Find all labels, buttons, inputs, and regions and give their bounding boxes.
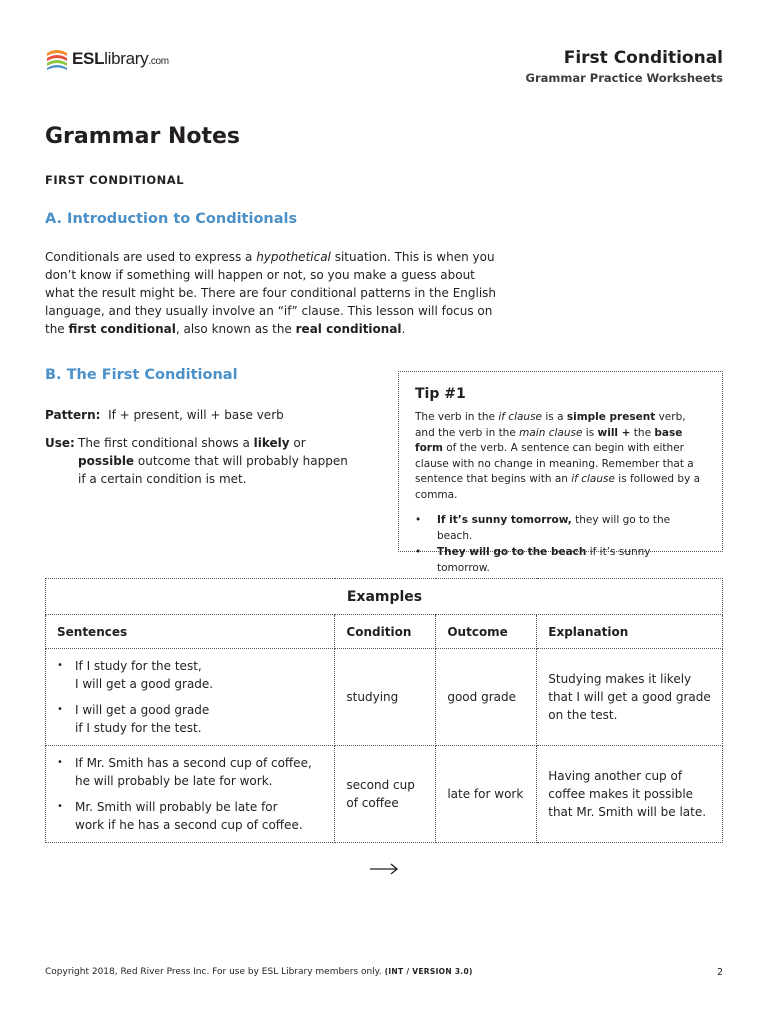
column-header-outcome: Outcome — [436, 615, 537, 649]
list-item: • I will get a good grade if I study for the test. — [57, 701, 324, 737]
document-header — [526, 47, 723, 86]
condition-cell: second cup of coffee — [335, 746, 436, 843]
sentences-cell — [46, 746, 335, 843]
list-item: • They will go to the beach if it’s sunny tomorrow. — [415, 544, 706, 576]
column-header-explanation: Explanation — [537, 615, 723, 649]
esl-library-logo[interactable] — [45, 46, 185, 72]
list-item: • If it’s sunny tomorrow, they will go to the beach. — [415, 512, 706, 544]
column-header-sentences: Sentences — [46, 615, 335, 649]
list-item: • If I study for the test, I will get a good grade. — [57, 657, 324, 693]
page-number: 2 — [716, 967, 723, 978]
copyright-text: Copyright 2018, Red River Press Inc. For use by ESL Library members only. — [45, 967, 382, 977]
pattern-line: Pattern: If + present, will + base verb — [45, 408, 284, 422]
heading-first-conditional: B. The First Conditional — [45, 367, 238, 383]
tip-examples-list — [415, 512, 706, 576]
table-row — [46, 746, 723, 843]
tip-title: Tip #1 — [415, 386, 466, 402]
column-header-condition: Condition — [335, 615, 436, 649]
table-header-row — [46, 615, 723, 649]
version-label: (INT / VERSION 3.0) — [384, 967, 473, 976]
page-title: Grammar Notes — [45, 124, 241, 149]
right-arrow-icon[interactable] — [369, 858, 399, 878]
document-subtitle: Grammar Practice Worksheets — [525, 71, 723, 85]
explanation-cell: Having another cup of coffee makes it possible that Mr. Smith will be late. — [537, 746, 723, 843]
footer — [45, 967, 723, 977]
outcome-cell: late for work — [436, 746, 537, 843]
table-row — [46, 649, 723, 746]
document-title: First Conditional — [563, 48, 723, 68]
condition-cell: studying — [335, 649, 436, 746]
outcome-cell: good grade — [436, 649, 537, 746]
tip-box — [398, 371, 723, 574]
list-item: • If Mr. Smith has a second cup of coffee, he will probably be late for work. — [57, 754, 324, 790]
intro-paragraph: Conditionals are used to express a hypothetical situation. This is when you don’t know if something will happen or not, so you make a guess about what the result might be. There are four conditional patterns in the English language, and they usually involve an “if” clause. This lesson will focus on the first conditional, also known as the real conditional. — [45, 250, 497, 336]
examples-table — [45, 578, 723, 843]
logo-text: ESLlibrary.com — [72, 49, 169, 68]
use-description: Use: The first conditional shows a likely or possible outcome that will probably happen if a certain condition is met. — [45, 436, 348, 486]
heading-introduction: A. Introduction to Conditionals — [45, 211, 298, 227]
logo-mark-icon — [45, 47, 69, 71]
table-caption: Examples — [46, 579, 723, 615]
sentences-cell — [46, 649, 335, 746]
list-item: • Mr. Smith will probably be late for work if he has a second cup of coffee. — [57, 798, 324, 834]
explanation-cell: Studying makes it likely that I will get a good grade on the test. — [537, 649, 723, 746]
tip-text: The verb in the if clause is a simple present verb, and the verb in the main clause is will + the base form of the verb. A sentence can begin with either clause with no change in meaning. Remember that a sentence that begins with an if clause is followed by a comma. — [415, 411, 701, 501]
section-label: FIRST CONDITIONAL — [45, 173, 185, 187]
